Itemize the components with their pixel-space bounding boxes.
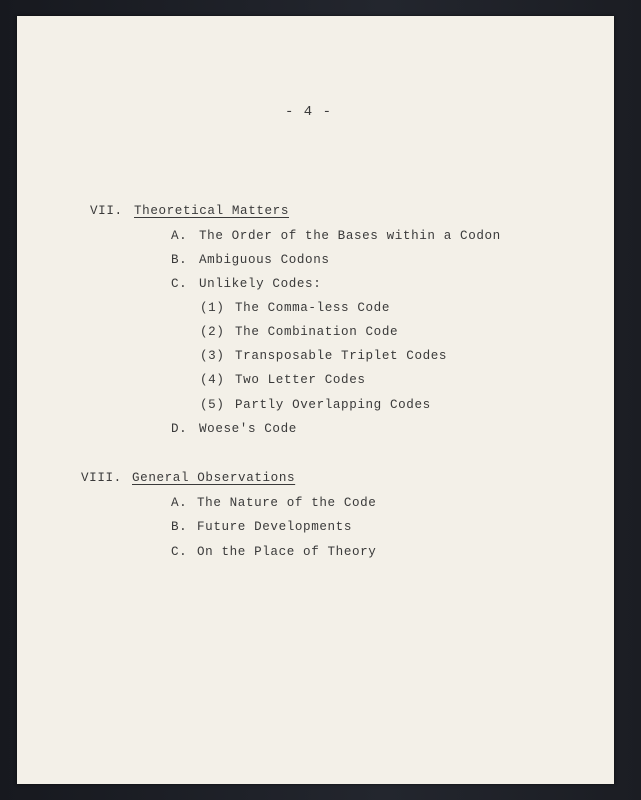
subitem-text: Partly Overlapping Codes — [235, 398, 431, 412]
subitem-text: The Combination Code — [235, 325, 399, 339]
subitem-label: (4) — [200, 373, 225, 387]
section-title: General Observations — [132, 471, 296, 485]
subitem-label: (2) — [200, 325, 225, 339]
section-numeral: VIII. — [81, 471, 122, 485]
item-text: The Order of the Bases within a Codon — [199, 229, 501, 243]
item-text: On the Place of Theory — [197, 545, 377, 559]
item-label: D. — [171, 422, 188, 436]
item-label: C. — [171, 545, 188, 559]
item-text: Future Developments — [197, 520, 352, 534]
item-text: Woese's Code — [199, 422, 297, 436]
subitem-label: (1) — [200, 301, 225, 315]
item-label: C. — [171, 277, 188, 291]
subitem-text: The Comma-less Code — [235, 301, 390, 315]
item-label: A. — [171, 229, 188, 243]
subitem-text: Transposable Triplet Codes — [235, 349, 448, 363]
item-text: Ambiguous Codons — [199, 253, 330, 267]
item-label: B. — [171, 520, 188, 534]
subitem-label: (5) — [200, 398, 225, 412]
subitem-label: (3) — [200, 349, 225, 363]
section-numeral: VII. — [90, 204, 123, 218]
item-label: B. — [171, 253, 188, 267]
item-text: The Nature of the Code — [197, 496, 377, 510]
subitem-text: Two Letter Codes — [235, 373, 366, 387]
item-text: Unlikely Codes: — [199, 277, 322, 291]
section-title: Theoretical Matters — [134, 204, 289, 218]
item-label: A. — [171, 496, 188, 510]
page-number: - 4 - — [285, 104, 333, 120]
